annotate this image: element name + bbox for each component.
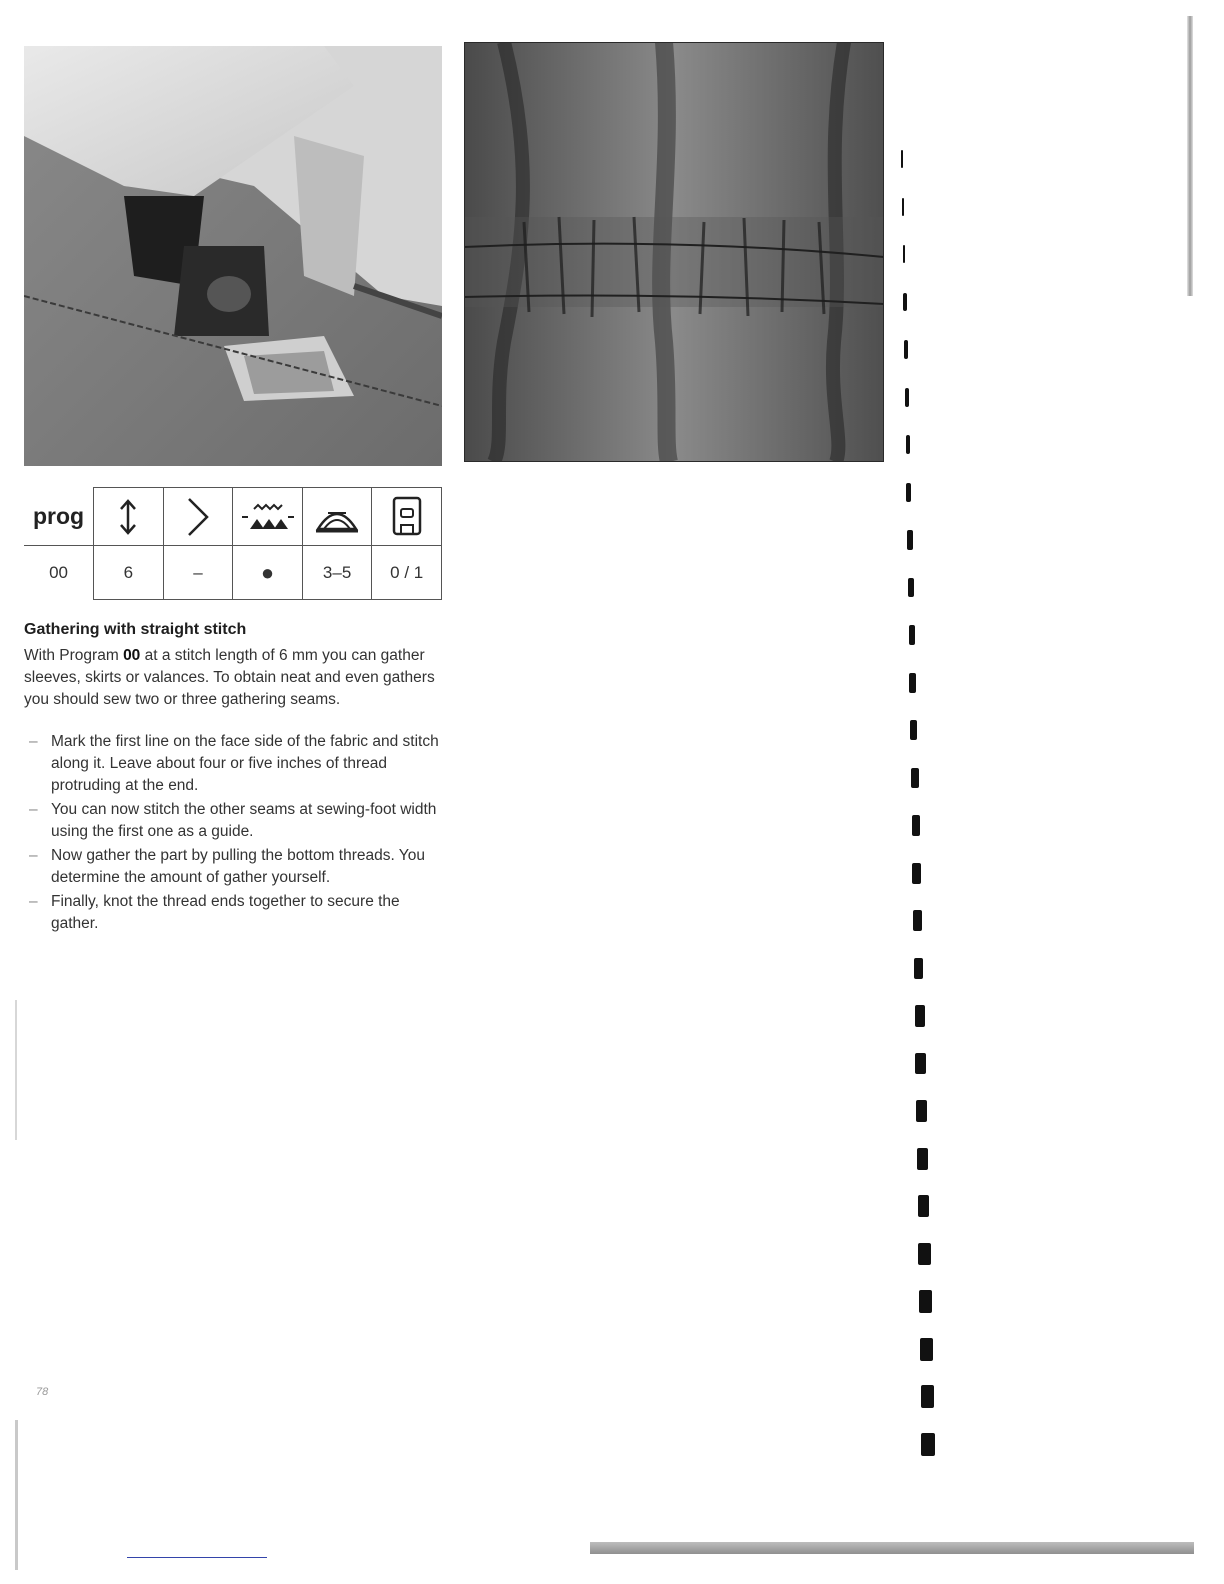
tension-value: 3–5 bbox=[302, 546, 372, 600]
punch-hole bbox=[917, 1148, 929, 1170]
feed-dog-value: ● bbox=[233, 546, 303, 600]
gathered-fabric-photo bbox=[464, 42, 884, 462]
page-edge-shadow bbox=[1187, 16, 1193, 296]
punch-hole bbox=[901, 150, 903, 168]
punch-hole bbox=[921, 1385, 935, 1408]
page-bottom-edge bbox=[590, 1542, 1194, 1554]
step-bullet: – bbox=[29, 847, 38, 864]
thread-tension-icon bbox=[302, 488, 372, 546]
punch-hole bbox=[911, 768, 919, 789]
intro-text-after: at a stitch length of 6 mm you can gather sleeves, skirts or valances. To obtain neat and even gathers you should sew two or three gathering seams. bbox=[24, 647, 435, 708]
sewing-foot-photo bbox=[24, 46, 442, 466]
punch-hole bbox=[910, 720, 917, 740]
underline-mark bbox=[127, 1557, 267, 1558]
punch-hole bbox=[906, 483, 911, 502]
step-text: Mark the first line on the face side of the fabric and stitch along it. Leave about four or five inches of thread protruding at the end. bbox=[51, 733, 439, 794]
prog-label: prog bbox=[32, 502, 85, 529]
stitch-width-icon bbox=[163, 488, 233, 546]
intro-program: 00 bbox=[123, 647, 141, 664]
punch-hole bbox=[918, 1243, 930, 1266]
punch-hole bbox=[906, 435, 911, 454]
punch-hole bbox=[919, 1290, 932, 1313]
step-bullet: – bbox=[29, 801, 38, 818]
punch-hole bbox=[921, 1433, 935, 1456]
presser-foot-icon bbox=[372, 488, 442, 546]
step-text: Now gather the part by pulling the bottom threads. You determine the amount of gather yourself. bbox=[51, 847, 425, 886]
punch-hole bbox=[903, 245, 906, 263]
punch-hole bbox=[915, 1053, 926, 1075]
punch-hole bbox=[912, 863, 921, 884]
stitch-length-icon bbox=[94, 488, 164, 546]
intro-text-before: With Program bbox=[24, 647, 124, 664]
punch-hole bbox=[909, 673, 916, 693]
step-item bbox=[24, 845, 444, 889]
step-item bbox=[24, 799, 444, 843]
punch-hole bbox=[914, 958, 924, 979]
punch-hole bbox=[903, 293, 906, 312]
feed-dog-icon bbox=[233, 488, 303, 546]
step-bullet: – bbox=[29, 893, 38, 910]
punch-hole bbox=[908, 578, 914, 598]
step-text: Finally, knot the thread ends together to secure the gather. bbox=[51, 893, 400, 932]
stitch-width-value: – bbox=[163, 546, 233, 600]
step-bullet: – bbox=[29, 733, 38, 750]
instruction-steps bbox=[24, 731, 444, 937]
punch-hole bbox=[902, 198, 905, 216]
punch-hole bbox=[916, 1100, 927, 1122]
presser-foot-value: 0 / 1 bbox=[372, 546, 442, 600]
punch-hole bbox=[912, 815, 920, 836]
punch-hole bbox=[905, 388, 909, 407]
prog-value: 00 bbox=[24, 546, 94, 600]
stitch-settings-table bbox=[24, 487, 442, 600]
step-text: You can now stitch the other seams at sewing-foot width using the first one as a guide. bbox=[51, 801, 437, 840]
punch-hole bbox=[904, 340, 908, 359]
punch-hole bbox=[907, 530, 913, 550]
stitch-length-value: 6 bbox=[94, 546, 164, 600]
punch-hole bbox=[913, 910, 922, 931]
step-item bbox=[24, 891, 444, 935]
punch-hole bbox=[909, 625, 916, 645]
scan-edge-line bbox=[15, 1000, 17, 1140]
scan-edge-line bbox=[15, 1420, 18, 1570]
step-item bbox=[24, 731, 444, 797]
intro-paragraph bbox=[24, 645, 444, 711]
page-number: 78 bbox=[36, 1386, 49, 1398]
punch-hole bbox=[915, 1005, 925, 1027]
punch-hole bbox=[918, 1195, 930, 1217]
punch-hole bbox=[920, 1338, 933, 1361]
prog-header-cell bbox=[24, 488, 94, 546]
section-heading: Gathering with straight stitch bbox=[24, 621, 247, 638]
